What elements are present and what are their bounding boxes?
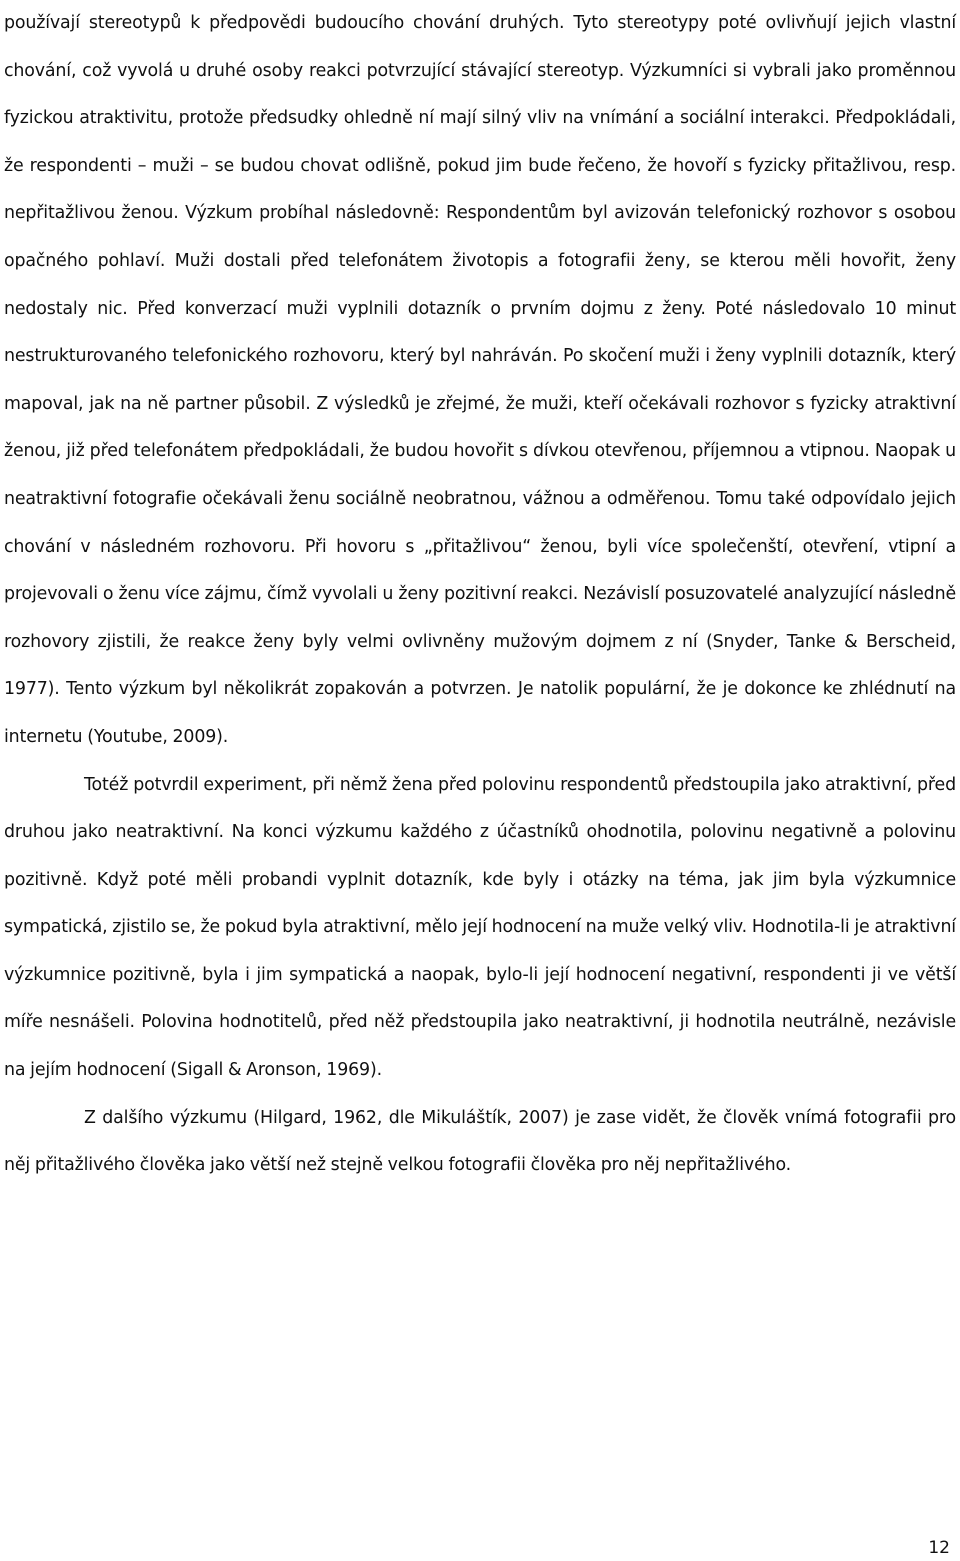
- paragraph-2: Totéž potvrdil experiment, při němž žena před polovinu respondentů předstoupila jako atraktivní, před druhou jako neatraktivní. Na konci výzkumu každého z účastníků ohodnotila, polovinu negativně a polovinu pozitivně. Když poté měli probandi vyplnit dotazník, kde byly i otázky na téma, jak jim byla výzkumnice sympatická, zjistilo se, že pokud byla atraktivní, mělo její hodnocení na muže velký vliv. Hodnotila-li je atraktivní výzkumnice pozitivně, byla i jim sympatická a naopak, bylo-li její hodnocení negativní, respondenti ji ve větší míře nesnášeli. Polovina hodnotitelů, před něž předstoupila jako neatraktivní, ji hodnotila neutrálně, nezávisle na jejím hodnocení (Sigall & Aronson, 1969).: [4, 774, 956, 1081]
- page-number: 12: [928, 1538, 950, 1558]
- paragraph-3: Z dalšího výzkumu (Hilgard, 1962, dle Mikuláštík, 2007) je zase vidět, že člověk vnímá fotografii pro něj přitažlivého člověka jako větší než stejně velkou fotografii člověka pro něj nepřitažlivého.: [4, 1107, 956, 1176]
- paragraph-1: používají stereotypů k předpovědi budoucího chování druhých. Tyto stereotypy poté ovlivňují jejich vlastní chování, což vyvolá u druhé osoby reakci potvrzující stávající stereotyp. Výzkumníci si vybrali jako proměnnou fyzickou atraktivitu, protože předsudky ohledně ní mají silný vliv na vnímání a sociální interakci. Předpokládali, že respondenti – muži – se budou chovat odlišně, pokud jim bude řečeno, že hovoří s fyzicky přitažlivou, resp. nepřitažlivou ženou. Výzkum probíhal následovně: Respondentům byl avizován telefonický rozhovor s osobou opačného pohlaví. Muži dostali před telefonátem životopis a fotografii ženy, se kterou měli hovořit, ženy nedostaly nic. Před konverzací muži vyplnili dotazník o prvním dojmu z ženy. Poté následovalo 10 minut nestrukturovaného telefonického rozhovoru, který byl nahráván. Po skočení muži i ženy vyplnili dotazník, který mapoval, jak na ně partner působil. Z výsledků je zřejmé, že muži, kteří očekávali rozhovor s fyzicky atraktivní ženou, již před telefonátem předpokládali, že budou hovořit s dívkou otevřenou, příjemnou a vtipnou. Naopak u neatraktivní fotografie očekávali ženu sociálně neobratnou, vážnou a odměřenou. Tomu také odpovídalo jejich chování v následném rozhovoru. Při hovoru s „přitažlivou“ ženou, byli více společenští, otevření, vtipní a projevovali o ženu více zájmu, čímž vyvolali u ženy pozitivní reakci. Nezávislí posuzovatelé analyzující následně rozhovory zjistili, že reakce ženy byly velmi ovlivněny mužovým dojmem z ní (Snyder, Tanke & Berscheid, 1977). Tento výzkum byl několikrát zopakován a potvrzen. Je natolik populární, že je dokonce ke zhlédnutí na internetu (Youtube, 2009).: [4, 13, 956, 747]
- body-text: [4, 0, 956, 1190]
